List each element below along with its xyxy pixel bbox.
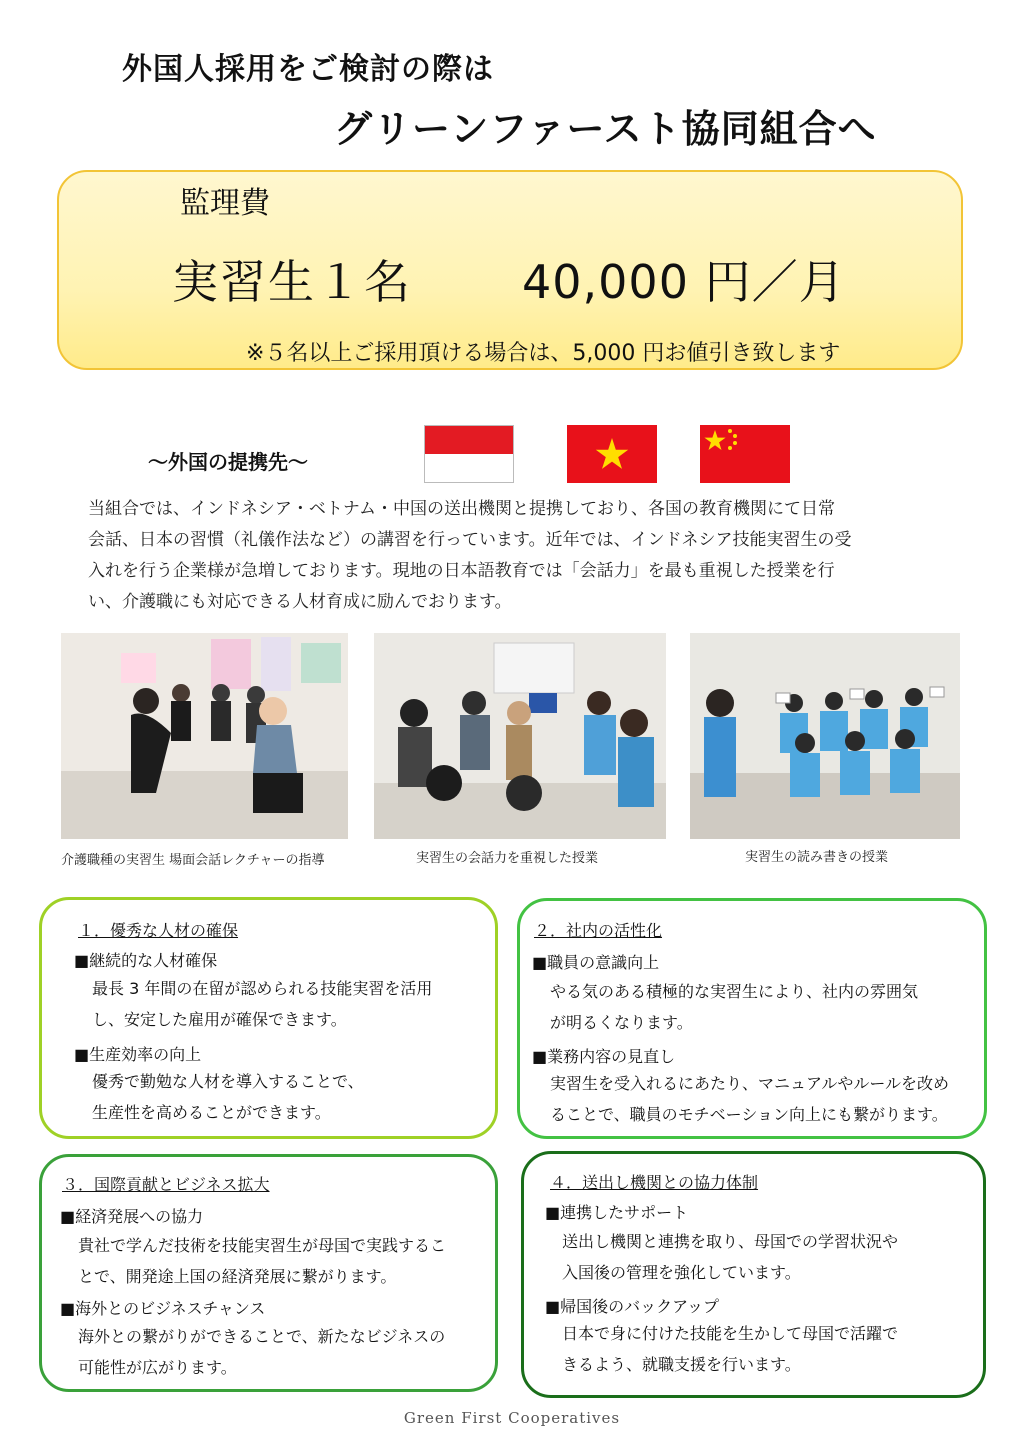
card-bullet: ■生産効率の向上 <box>74 1045 202 1064</box>
card-bullet: ■職員の意識向上 <box>532 953 660 972</box>
card-body: 優秀で勤勉な人材を導入することで、 生産性を高めることができます。 <box>92 1072 364 1122</box>
photo-caption: 実習生の読み書きの授業 <box>745 850 889 865</box>
fee-label: 監理費 <box>180 186 270 221</box>
photo-caption: 実習生の会話力を重視した授業 <box>416 851 599 866</box>
card-title: ２．社内の活性化 <box>534 921 663 940</box>
card-bullet: ■連携したサポート <box>545 1203 689 1222</box>
fee-note: ※５名以上ご採用頂ける場合は、5,000 円お値引き致します <box>246 341 841 366</box>
card-body: 海外との繋がりができることで、新たなビジネスの 可能性が広がります。 <box>78 1327 446 1377</box>
fee-main: 実習生１名 <box>172 255 412 309</box>
china-flag <box>700 425 790 483</box>
card-body: やる気のある積極的な実習生により、社内の雰囲気 が明るくなります。 <box>550 982 919 1032</box>
intro-line: 入れを行う企業様が急増しております。現地の日本語教育では「会話力」を最も重視した授業を行 <box>88 561 835 581</box>
card-bullet: ■業務内容の見直し <box>532 1047 676 1066</box>
intro-text <box>88 494 918 618</box>
card-title: ４．送出し機関との協力体制 <box>550 1173 759 1192</box>
card-bullet: ■経済発展への協力 <box>60 1207 204 1226</box>
header-line-1: 外国人採用をご検討の際は <box>122 52 494 87</box>
photo-caption: 介護職種の実習生 場面会話レクチャーの指導 <box>61 853 325 868</box>
header-line-2: グリーンファースト協同組合へ <box>334 107 877 151</box>
partners-heading: ～外国の提携先～ <box>148 450 308 474</box>
caregiving-lesson-photo <box>61 633 348 839</box>
intro-line: 当組合では、インドネシア・ベトナム・中国の送出機関と提携しており、各国の教育機関にて日常 <box>88 499 835 519</box>
card-body: 送出し機関と連携を取り、母国での学習状況や 入国後の管理を強化しています。 <box>562 1232 899 1282</box>
reading-writing-class-photo <box>690 633 960 839</box>
card-bullet: ■帰国後のバックアップ <box>545 1297 719 1316</box>
vietnam-flag <box>567 425 657 483</box>
conversation-class-photo <box>374 633 666 839</box>
card-bullet: ■海外とのビジネスチャンス <box>60 1299 266 1318</box>
card-body: 貴社で学んだ技術を技能実習生が母国で実践するこ とで、開発途上国の経済発展に繋がります。 <box>78 1236 447 1286</box>
card-body: 日本で身に付けた技能を生かして母国で活躍で きるよう、就職支援を行います。 <box>562 1324 899 1374</box>
card-title: ３．国際貢献とビジネス拡大 <box>62 1175 270 1194</box>
footer-organization: Green First Cooperatives <box>403 1409 621 1427</box>
fee-price: 40,000 円／月 <box>522 255 846 309</box>
card-bullet: ■継続的な人材確保 <box>74 951 218 970</box>
card-body: 実習生を受入れるにあたり、マニュアルやルールを改め ることで、職員のモチベーション向上にも繋がります。 <box>550 1074 950 1124</box>
indonesia-flag <box>424 425 514 483</box>
card-title: １．優秀な人材の確保 <box>78 921 239 940</box>
card-body: 最長 3 年間の在留が認められる技能実習を活用 し、安定した雇用が確保できます。 <box>92 979 433 1029</box>
intro-line: 会話、日本の習慣（礼儀作法など）の講習を行っています。近年では、インドネシア技能実習生の受 <box>88 530 852 550</box>
intro-line: い、介護職にも対応できる人材育成に励んでおります。 <box>88 592 512 612</box>
